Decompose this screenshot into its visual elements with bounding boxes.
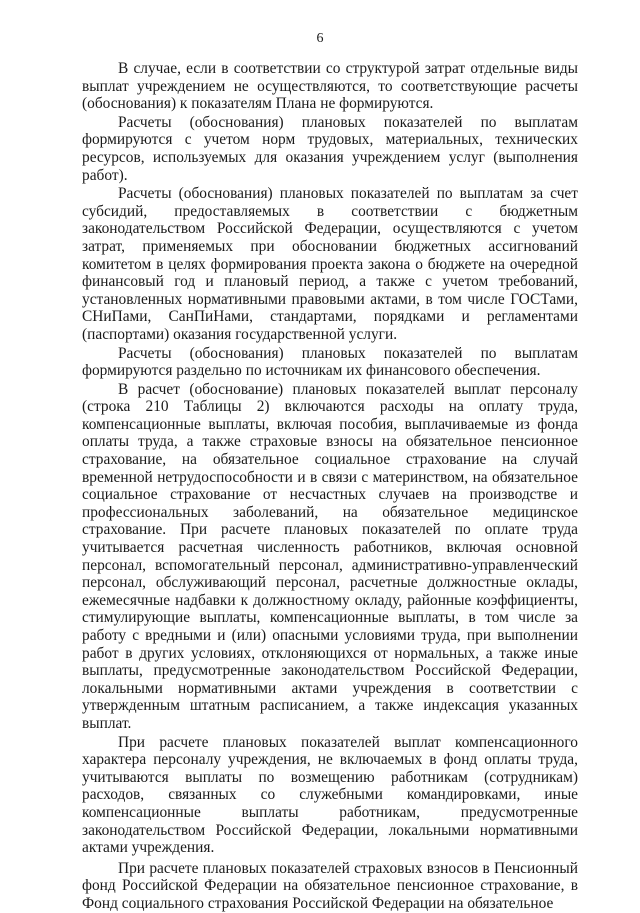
paragraph-compensation-payments: При расчете плановых показателей выплат компенсационного характера персоналу учреждения, не включаемых в фонд оплаты труда, учитываются выплаты по возмещению работникам (сотрудникам) расходов, связанных со служебными командировками, иные компенсационные выплаты работникам, предусмотренные законодательством Российской Федерации, локальными нормативными актами учреждения. xyxy=(82,733,578,857)
paragraph-personnel-payments: В расчет (обоснование) плановых показателей выплат персоналу (строка 210 Таблицы 2) включаются расходы на оплату труда, компенсационные выплаты, включая пособия, выплачиваемые из фонда оплаты труда, а также страховые взносы на обязательное пенсионное страхование, на обязательное социальное страхование на случай временной нетрудоспособности и в связи с материнством, на обязательное социальное страхование от несчастных случаев на производстве и профессиональных заболеваний, на обязательное медицинское страхование. При расчете плановых показателей по оплате труда учитывается расчетная численность работников, включая основной персонал, вспомогательный персонал, административно-управленческий персонал, обслуживающий персонал, расчетные должностные оклады, ежемесячные надбавки к должностному окладу, районные коэффициенты, стимулирующие выплаты, компенсационные выплаты, в том числе за работу с вредными и (или) опасными условиями труда, при выполнении работ в других условиях, отклоняющихся от нормальных, а также иные выплаты, предусмотренные законодательством Российской Федерации, локальными нормативными актами учреждения в соответствии с утвержденным штатным расписанием, а также индексация указанных выплат. xyxy=(82,380,578,732)
paragraph-insurance-contributions: При расчете плановых показателей страховых взносов в Пенсионный фонд Российской Федерации на обязательное пенсионное страхование, в Фонд социального страхования Российской Федерации на обязательное xyxy=(82,859,578,912)
paragraph-resource-norms: Расчеты (обоснования) плановых показателей по выплатам формируются с учетом норм трудовых, материальных, технических ресурсов, используемых для оказания учреждением услуг (выполнения работ). xyxy=(82,113,578,184)
page-number: 6 xyxy=(316,31,324,46)
paragraph-subsidy-calculations: Расчеты (обоснования) плановых показателей по выплатам за счет субсидий, предоставляемых в соответствии с бюджетным законодательством Российской Федерации, осуществляются с учетом затрат, применяемых при обосновании бюджетных ассигнований комитетом в целях формирования проекта закона о бюджете на очередной финансовый год и плановый период, а также с учетом требований, установленных нормативными правовыми актами, в том числе ГОСТами, СНиПами, СанПиНами, стандартами, порядками и регламентами (паспортами) оказания государственной услуги. xyxy=(82,185,578,343)
document-body xyxy=(82,60,578,913)
paragraph-funding-sources: Расчеты (обоснования) плановых показателей по выплатам формируются раздельно по источникам их финансового обеспечения. xyxy=(82,344,578,380)
paragraph-expense-structure: В случае, если в соответствии со структурой затрат отдельные виды выплат учреждением не осуществляются, то соответствующие расчеты (обоснования) к показателям Плана не формируются. xyxy=(82,60,578,113)
